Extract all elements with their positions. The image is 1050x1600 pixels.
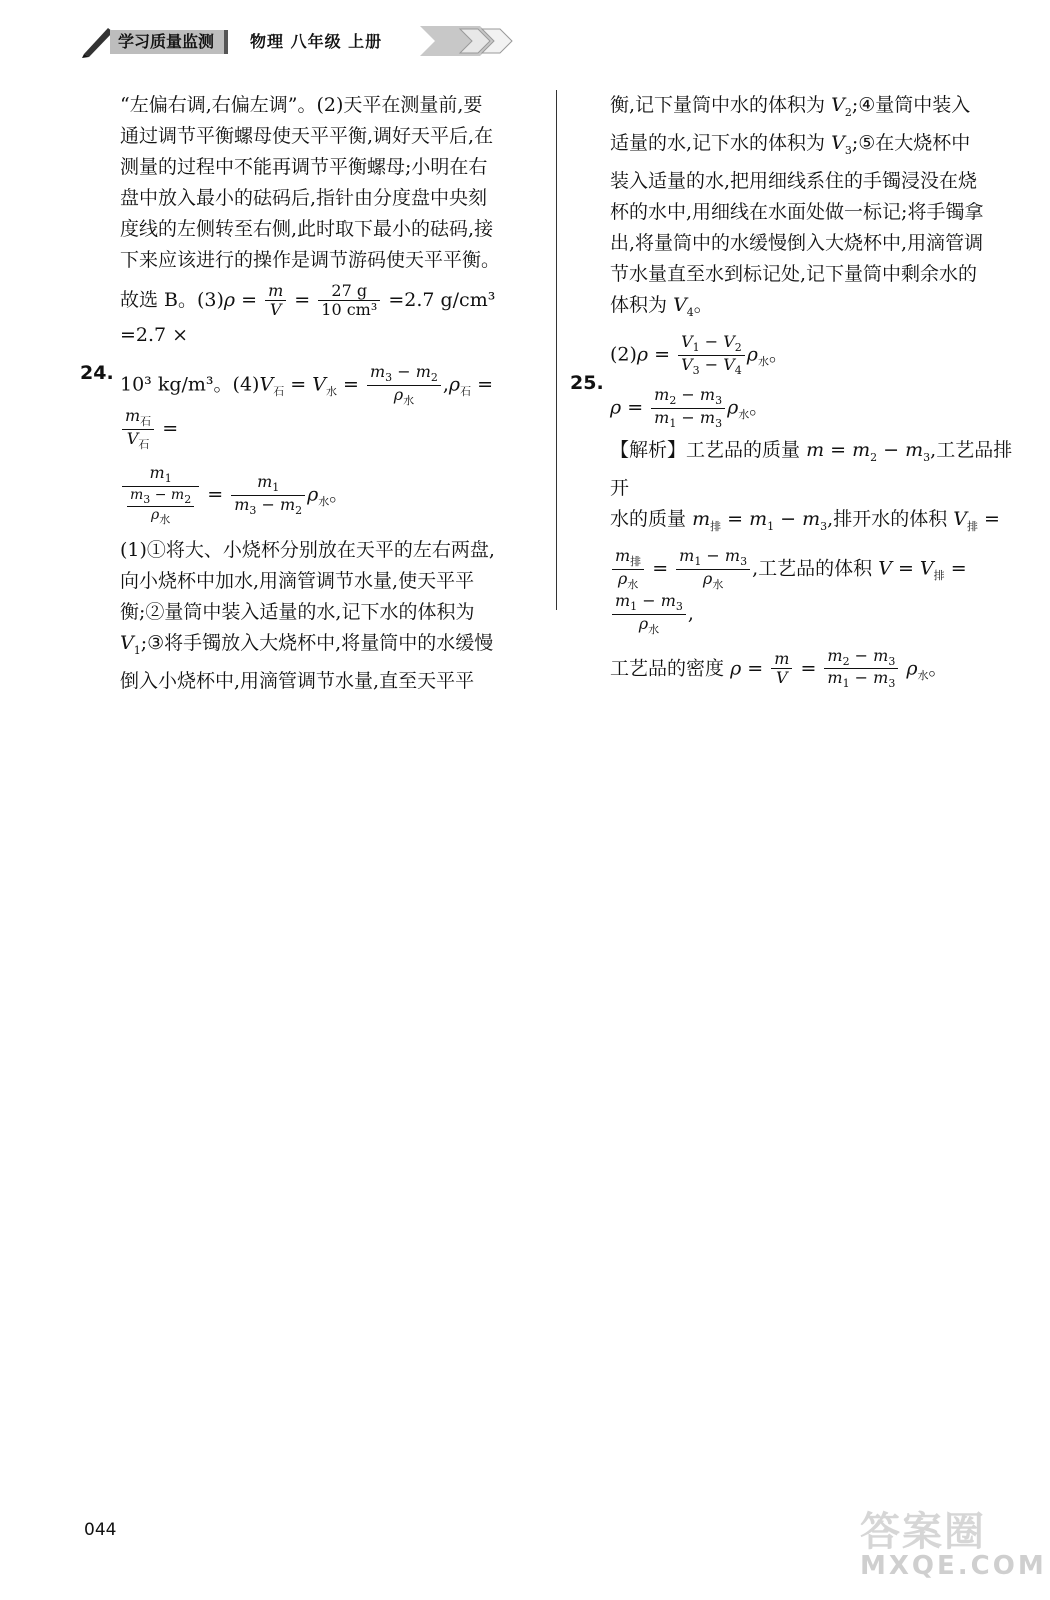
q23-volume-line: 10³ kg/m³。$(4)V_石 = V_水$ = $\frac{m_3 - m_2}{\rho_水}$ $,\rho_石$ = $\frac{m_石}{V_石}$ = (120, 361, 494, 452)
fraction: $\frac{m}{V}$ (771, 650, 792, 688)
q23-result-line: $\frac{m_1}{\frac{m_3 - m_2}{\rho_水}}$ = $\frac{m_1}{m_3 - m_2}$ $\rho_水$。 (120, 464, 532, 527)
q25-line: $\frac{m_排}{\rho_水}$ = $\frac{m_1 - m_3}{\rho_水}$ ,工艺品的体积 $V = V_排$ = $\frac{m_1 - m_3}{\rho_水}$ , (610, 547, 1028, 636)
chevrons-icon (420, 26, 530, 56)
q23-line: 下来应该进行的操作是调节游码使天平平衡。 (120, 249, 501, 271)
right-column (610, 90, 1028, 691)
q23-line: 度线的左侧转至右侧,此时取下最小的砝码,接 (120, 218, 494, 240)
q24-formula-line: (2)ρ = $\frac{V_1 - V_2}{V_3 - V_4}$ $\rho_水$。 (610, 332, 788, 378)
watermark (860, 1500, 1047, 1590)
fraction: $\frac{m_1 - m_3}{\rho_水}$ (676, 547, 750, 592)
fraction: $\frac{m_排}{\rho_水}$ (612, 547, 644, 592)
q24-line: $V_1;③$将手镯放入大烧杯中,将量筒中的水缓慢 (120, 631, 494, 657)
q23-density-line: 故选 B。(3)ρ = $\frac{m}{V}$ = $\frac{27 g}{\text{10 cm³}}$ =2.7 g/cm³ =2.7 × (120, 281, 496, 346)
page-number: 044 (84, 1520, 117, 1540)
watermark-url: MXQE.COM (860, 1551, 1047, 1581)
fraction: $\frac{m_1}{\frac{m_3 - m_2}{\rho_水}}$ (122, 464, 199, 527)
column-divider (556, 90, 557, 610)
fraction: $\frac{m_3 - m_2}{\rho_水}$ (127, 487, 194, 527)
q25-line: 水的质量 $m_排 = m_1 - m_3$,排开水的体积 $V_排$ = (610, 507, 1000, 533)
q24-line: 向小烧杯中加水,用滴管调节水量,使天平平 (120, 569, 475, 592)
q24-line: 装入适量的水,把用细线系住的手镯浸没在烧 (610, 169, 978, 192)
q23-line: 盘中放入最小的砝码后,指针由分度盘中央刻 (120, 187, 488, 209)
fraction: $\frac{27 g}{\text{10 cm³}}$ (318, 282, 380, 320)
question-number-25: 25. (570, 372, 604, 394)
q24-line: 适量的水,记下水的体积为 $V_3;⑤$在大烧杯中 (610, 131, 971, 157)
fraction: $\frac{m}{V}$ (265, 282, 286, 320)
q24-line: 杯的水中,用细线在水面处做一标记;将手镯拿 (610, 200, 984, 223)
watermark-logo: 答案圈 (860, 1509, 986, 1555)
fraction: $\frac{m_1}{m_3 - m_2}$ (231, 473, 305, 518)
q23-line: 通过调节平衡螺母使天平平衡,调好天平后,在 (120, 125, 494, 147)
page-header (80, 24, 500, 58)
book-info: 物理 八年级 上册 (250, 32, 383, 51)
fraction: $\frac{m_石}{V_石}$ (122, 407, 154, 452)
q25-line: 工艺品的密度 ρ = $\frac{m}{V}$ = $\frac{m_2 - m_3}{m_1 - m_3}$ $\rho_水$。 (610, 645, 948, 691)
fraction: $\frac{m_2 - m_3}{m_1 - m_3}$ (824, 647, 898, 692)
fraction: $\frac{m_3 - m_2}{\rho_水}$ (367, 363, 441, 408)
q25-answer-line: ρ = $\frac{m_2 - m_3}{m_1 - m_3}$ $\rho_水$。 (610, 385, 769, 431)
fraction: $\frac{m_2 - m_3}{m_1 - m_3}$ (651, 386, 725, 431)
q25-line: 【解析】工艺品的质量 $m = m_2 - m_3$,工艺品排开 (610, 438, 1013, 499)
fraction: $\frac{m_1 - m_3}{\rho_水}$ (612, 592, 686, 637)
left-column (120, 90, 532, 697)
q23-line: “左偏右调,右偏左调”。(2)天平在测量前,要 (120, 94, 483, 116)
q24-line: 衡,记下量筒中水的体积为 $V_2;④$量筒中装入 (610, 94, 971, 119)
q24-line: 出,将量筒中的水缓慢倒入大烧杯中,用滴管调 (610, 231, 984, 254)
q24-line: 体积为 $V_4$。 (610, 293, 713, 319)
q24-line: 节水量直至水到标记处,记下量筒中剩余水的 (610, 262, 978, 285)
series-title: 学习质量监测 (110, 30, 228, 54)
q24-line: 倒入小烧杯中,用滴管调节水量,直至天平平 (120, 669, 475, 692)
question-number-24: 24. (80, 362, 114, 384)
q24-line: 衡;②量筒中装入适量的水,记下水的体积为 (120, 600, 475, 623)
q24-line: (1)①将大、小烧杯分别放在天平的左右两盘, (120, 538, 495, 561)
fraction: $\frac{V_1 - V_2}{V_3 - V_4}$ (678, 333, 745, 378)
q23-line: 测量的过程中不能再调节平衡螺母;小明在右 (120, 156, 488, 178)
